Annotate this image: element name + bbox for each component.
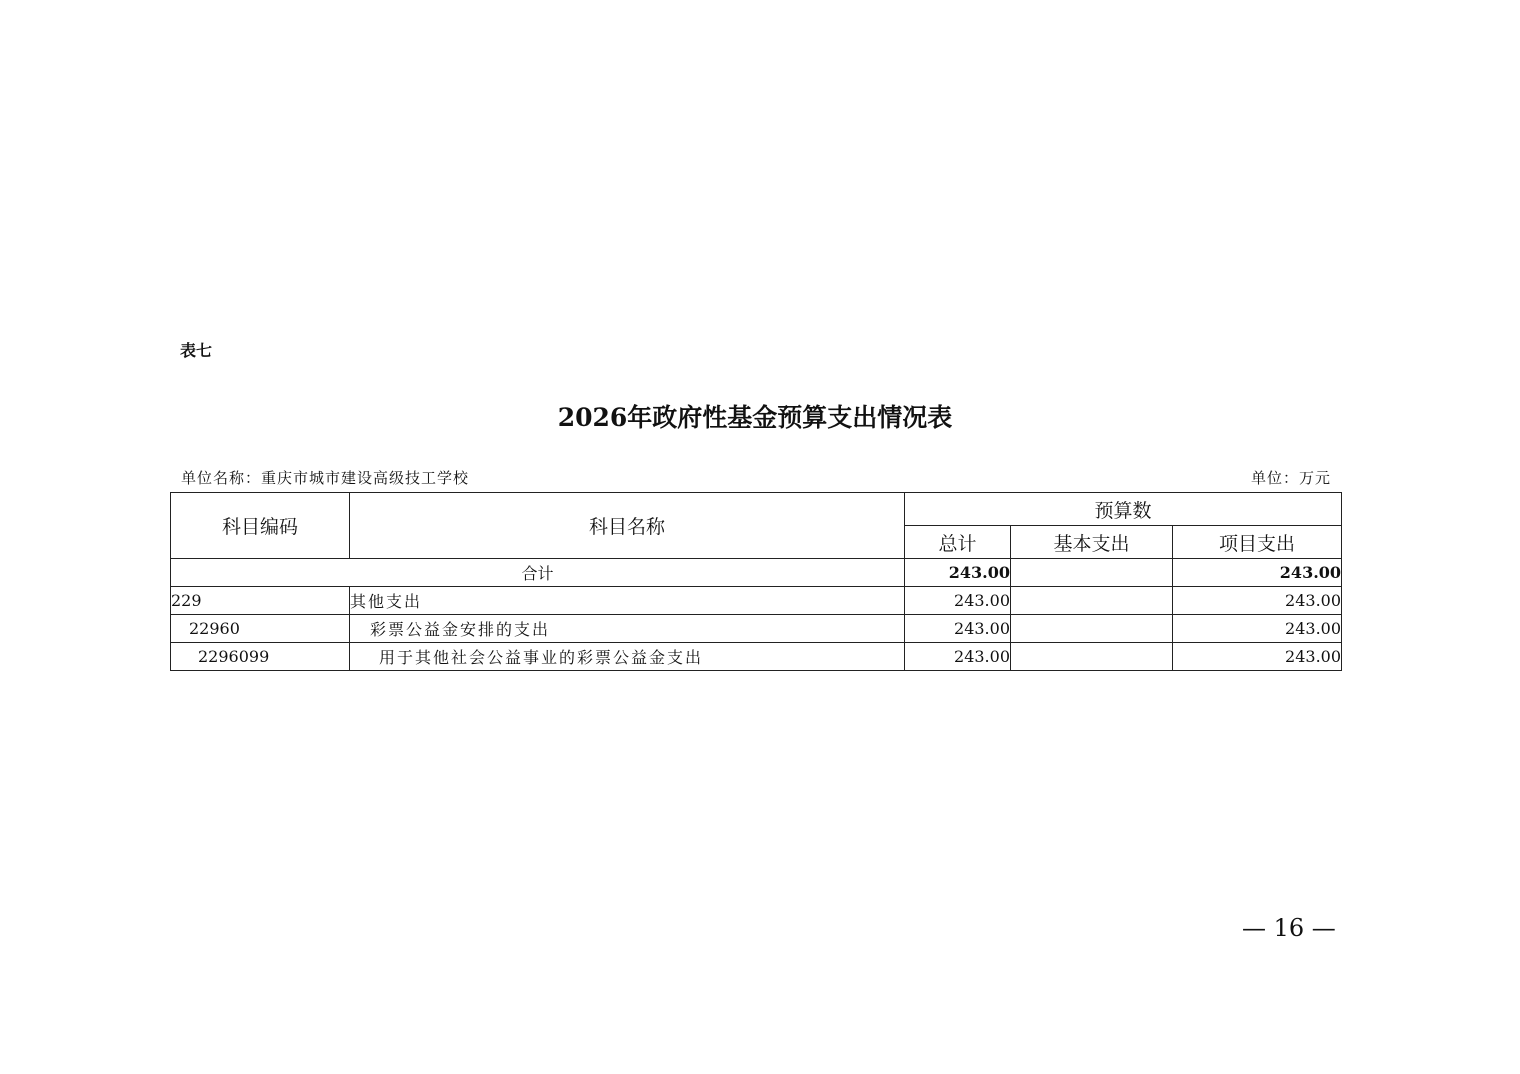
project-cell: 243.00 <box>1173 615 1342 643</box>
name-cell: 其他支出 <box>350 587 905 615</box>
header-code: 科目编码 <box>171 493 350 559</box>
code-cell: 22960 <box>171 615 350 643</box>
name-cell: 用于其他社会公益事业的彩票公益金支出 <box>350 643 905 671</box>
code-cell: 2296099 <box>171 643 350 671</box>
basic-cell <box>1011 643 1173 671</box>
table-row <box>171 587 1342 615</box>
project-cell: 243.00 <box>1173 587 1342 615</box>
code-cell: 229 <box>171 587 350 615</box>
page-number: — 16 — <box>1242 914 1336 942</box>
budget-expenditure-table <box>170 492 1342 671</box>
basic-cell <box>1011 615 1173 643</box>
total-cell: 243.00 <box>905 587 1011 615</box>
header-total: 总计 <box>905 526 1011 559</box>
total-label: 合计 <box>171 559 905 587</box>
header-budget-group: 预算数 <box>905 493 1342 526</box>
table-total-row <box>171 559 1342 587</box>
name-cell: 彩票公益金安排的支出 <box>350 615 905 643</box>
total-project-cell: 243.00 <box>1173 559 1342 587</box>
total-cell: 243.00 <box>905 643 1011 671</box>
project-cell: 243.00 <box>1173 643 1342 671</box>
currency-unit-label: 单位：万元 <box>1250 469 1331 487</box>
table-header-row <box>171 493 1342 526</box>
header-name: 科目名称 <box>350 493 905 559</box>
header-basic: 基本支出 <box>1011 526 1173 559</box>
total-cell: 243.00 <box>905 615 1011 643</box>
header-project: 项目支出 <box>1173 526 1342 559</box>
total-total-cell: 243.00 <box>905 559 1011 587</box>
table-row <box>171 643 1342 671</box>
total-basic-cell <box>1011 559 1173 587</box>
unit-name-label: 单位名称：重庆市城市建设高级技工学校 <box>181 469 470 487</box>
basic-cell <box>1011 587 1173 615</box>
document-title: 2026年政府性基金预算支出情况表 <box>557 403 953 432</box>
table-row <box>171 615 1342 643</box>
table-number-label: 表七 <box>180 341 213 360</box>
